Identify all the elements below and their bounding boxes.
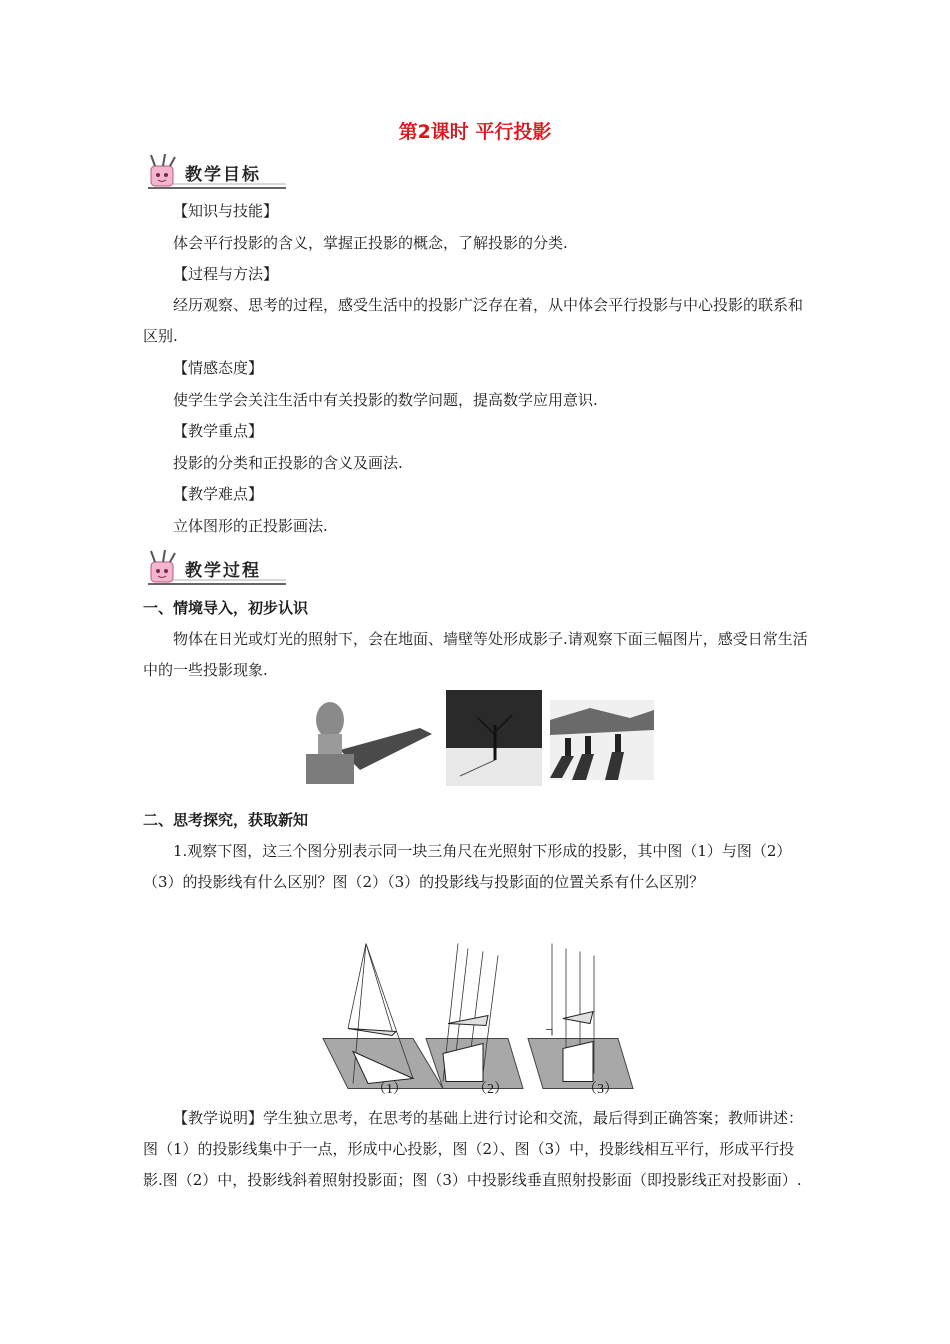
shadow-photos [300,690,656,786]
banner-label: 教学目标 [185,165,261,185]
text-knowledge: 体会平行投影的含义，掌握正投影的概念，了解投影的分类. [173,234,568,252]
text-intro: 物体在日光或灯光的照射下，会在地面、墙壁等处形成影子.请观察下面三幅图片，感受日常生活中的一些投影现象. [143,630,808,679]
section-banner-process [143,548,288,588]
section-banner-objectives [143,152,288,192]
walkers-photo [550,700,654,780]
banner-label: 教学过程 [185,561,261,581]
lesson-title: 第2课时 平行投影 [398,121,552,143]
figure-caption-2: （2） [473,1082,508,1097]
label-key-point: 【教学重点】 [173,422,264,440]
question-text: 1.观察下图，这三个图分别表示同一块三角尺在光照射下形成的投影，其中图（1）与图（2）（3）的投影线有什么区别？图（2）（3）的投影线与投影面的位置关系有什么区别？ [143,842,792,891]
figure-3-orthogonal-projection [528,944,633,1089]
bust-shadow-photo [300,690,438,786]
teaching-explanation: 【教学说明】学生独立思考，在思考的基础上进行讨论和交流，最后得到正确答案；教师讲述：图（1）的投影线集中于一点，形成中心投影，图（2）、图（3）中，投影线相互平行，形成平行投影.图（2）中，投影线斜着照射投影面；图（3）中投影线垂直照射投影面（即投影线正对投影面）. [143,1109,804,1189]
figure-1-central-projection [323,944,443,1089]
projection-figures [318,935,638,1097]
label-difficulty: 【教学难点】 [173,485,264,503]
figure-2-oblique-projection [426,944,523,1089]
text-key-point: 投影的分类和正投影的含义及画法. [173,454,403,472]
text-difficulty: 立体图形的正投影画法. [173,517,328,535]
tree-photo [446,690,542,786]
label-process: 【过程与方法】 [173,265,279,283]
figure-caption-1: （1） [372,1082,407,1097]
heading-intro: 一、情境导入，初步认识 [143,599,309,617]
label-knowledge: 【知识与技能】 [173,202,279,220]
label-attitude: 【情感态度】 [173,359,264,377]
heading-explore: 二、思考探究，获取新知 [143,811,309,829]
text-attitude: 使学生学会关注生活中有关投影的数学问题，提高数学应用意识. [173,391,598,409]
figure-caption-3: （3） [583,1082,618,1097]
text-process: 经历观察、思考的过程，感受生活中的投影广泛存在着，从中体会平行投影与中心投影的联系和区别. [143,296,804,345]
